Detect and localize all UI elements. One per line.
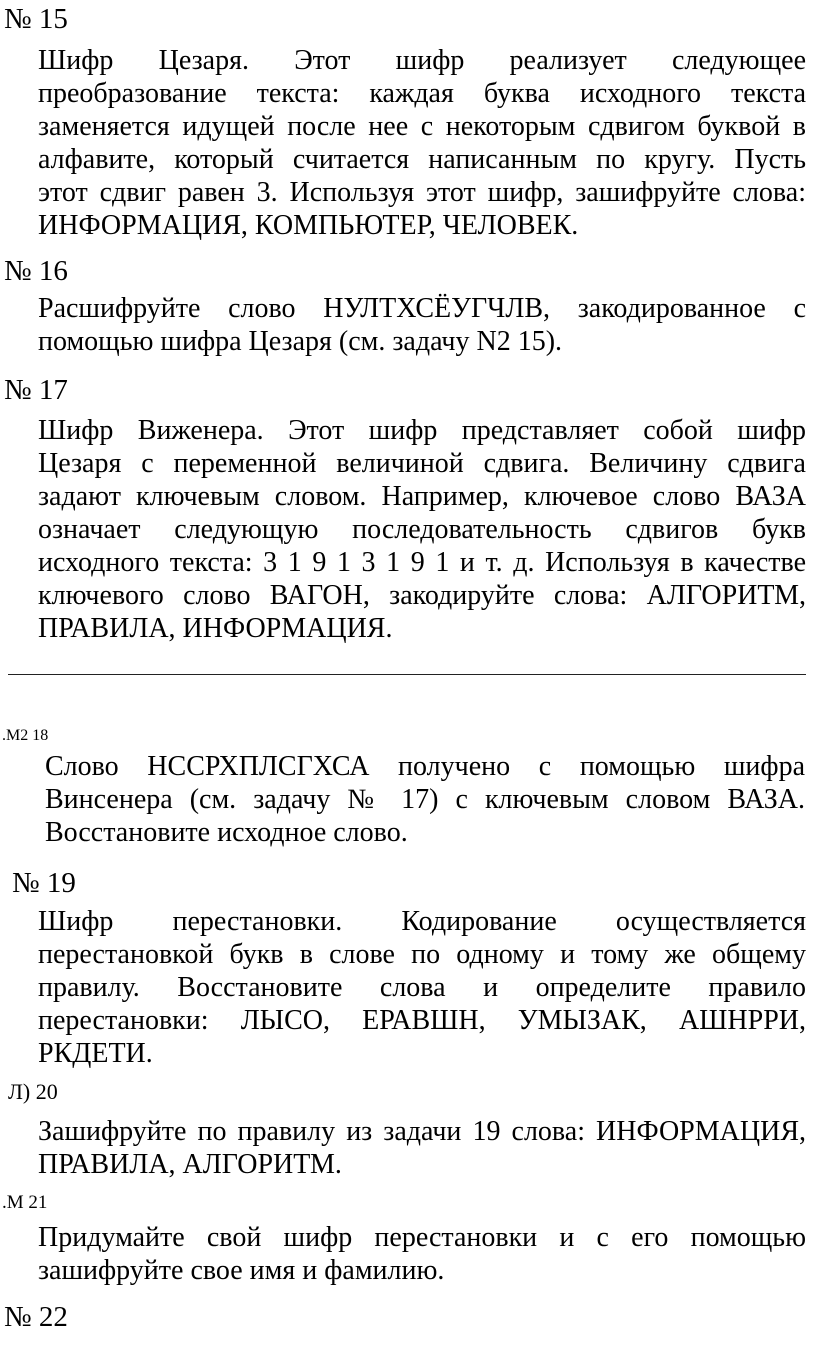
problem-19-line-2: перестановкой букв в слове по одному и тому же общему [38,939,806,970]
problem-17-line-3: задают ключевым словом. Например, ключевое слово ВАЗА [38,481,806,512]
problem-17-line-5: исходного текста: 3 1 9 1 3 1 9 1 и т. д. Используя в качестве [38,547,806,578]
problem-21-line-2: зашифруйте свое имя и фамилию. [38,1255,445,1286]
problem-20-line-2: ПРАВИЛА, АЛГОРИТМ. [38,1149,342,1180]
problem-16-text [38,292,806,358]
problem-17-line-7: ПРАВИЛА, ИНФОРМАЦИЯ. [38,613,393,644]
problem-15-number: № 15 [4,3,68,35]
problem-20-text [38,1115,806,1181]
problem-16-line-2: помощью шифра Цезаря (см. задачу N2 15). [38,326,563,357]
problem-17-text [38,414,806,645]
problem-18-text [45,750,805,849]
problem-19-line-3: правилу. Восстановите слова и определите правило [38,972,806,1003]
problem-17-number: № 17 [4,374,68,406]
problem-20-number: Л) 20 [8,1079,58,1104]
problem-19-line-5: РКДЕТИ. [38,1038,153,1069]
problem-15-line-2: преобразование текста: каждая буква исходного текста [38,78,806,109]
problem-20-line-1: Зашифруйте по правилу из задачи 19 слова: ИНФОРМАЦИЯ, [38,1116,806,1147]
problem-16-number: № 16 [4,255,68,287]
problem-17-line-6: ключевого слово ВАГОН, закодируйте слова: АЛГОРИТМ, [38,580,806,611]
problem-19-text [38,905,806,1070]
problem-21-line-1: Придумайте свой шифр перестановки и с его помощью [38,1222,806,1253]
problem-17-line-2: Цезаря с переменной величиной сдвига. Величину сдвига [38,448,806,479]
problem-16-line-1: Расшифруйте слово НУЛТХСЁУГЧЛВ, закодированное с [38,293,806,324]
problem-19-number: № 19 [12,867,76,899]
problem-18-number: .М2 18 [2,727,49,744]
problem-18-line-1: Слово НССРХПЛСГХСА получено с помощью шифра [45,751,805,782]
problem-19-line-4: перестановки: ЛЫСО, ЕРАВШН, УМЫЗАК, АШНРРИ, [38,1005,806,1036]
problem-18-line-3: Восстановите исходное слово. [45,817,408,848]
problem-19-line-1: Шифр перестановки. Кодирование осуществляется [38,906,806,937]
problem-21-number: .М 21 [2,1192,48,1213]
problem-21-text [38,1221,806,1287]
problem-15-line-3: заменяется идущей после нее с некоторым сдвигом буквой в [38,111,806,142]
problem-15-line-6: ИНФОРМАЦИЯ, КОМПЬЮТЕР, ЧЕЛОВЕК. [38,210,579,241]
problem-17-line-1: Шифр Виженера. Этот шифр представляет собой шифр [38,415,806,446]
problem-18-line-2: Винсенера (см. задачу № 17) с ключевым словом ВАЗА. [45,784,805,815]
problem-17-line-4: означает следующую последовательность сдвигов букв [38,514,806,545]
page-divider [8,674,806,675]
problem-15-line-4: алфавите, который считается написанным по кругу. Пусть [38,144,806,175]
problem-15-text [38,44,806,242]
problem-15-line-5: этот сдвиг равен 3. Используя этот шифр, зашифруйте слова: [38,177,806,208]
problem-22-number: № 22 [4,1301,68,1333]
problem-15-line-1: Шифр Цезаря. Этот шифр реализует следующее [38,45,806,76]
